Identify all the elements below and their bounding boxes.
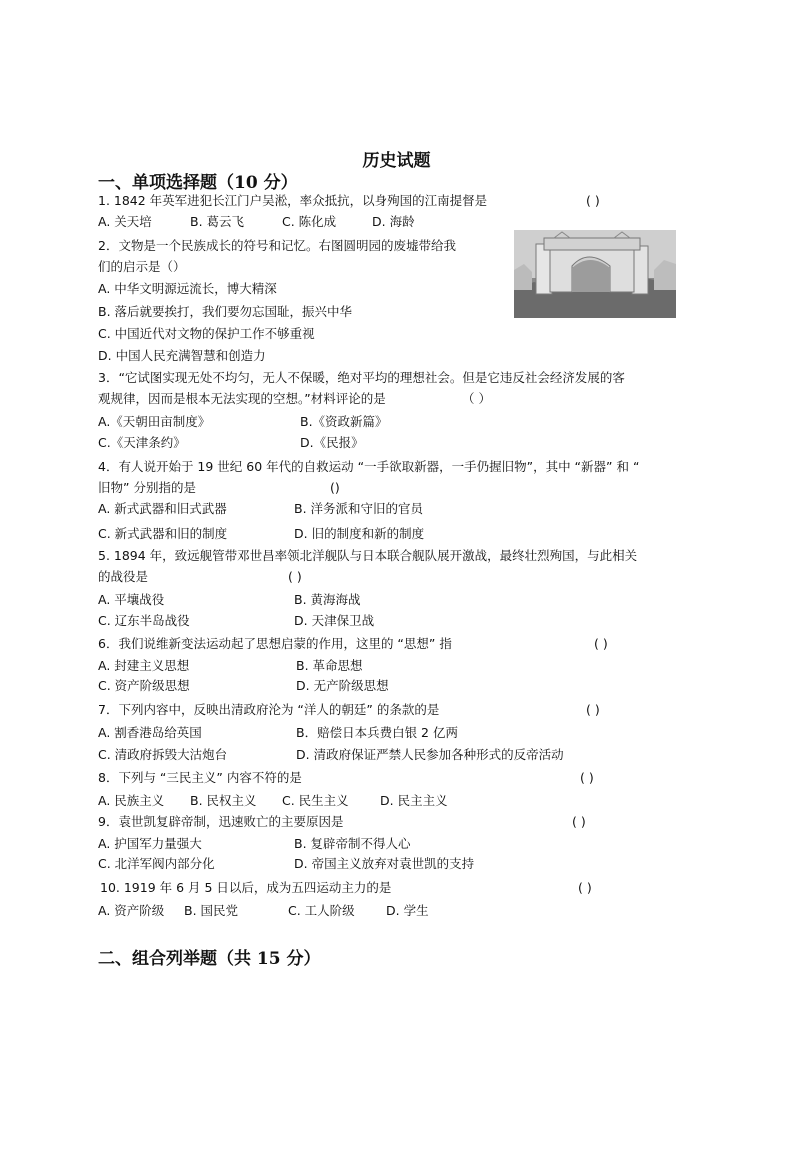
question-3-answer-paren: （ ） — [462, 391, 491, 406]
question-8-answer-paren: ( ) — [580, 770, 594, 785]
question-8-option-a: A. 民族主义 — [98, 793, 165, 808]
question-6-option-b: B. 革命思想 — [296, 658, 363, 673]
question-6-option-a: A. 封建主义思想 — [98, 658, 190, 673]
question-5-option-c: C. 辽东半岛战役 — [98, 613, 190, 628]
question-10-option-c: C. 工人阶级 — [288, 903, 355, 918]
question-10-option-d: D. 学生 — [386, 903, 429, 918]
question-7-option-c: C. 清政府拆毁大沽炮台 — [98, 747, 228, 762]
question-7-answer-paren: ( ) — [586, 702, 600, 717]
question-7-option-d: D. 清政府保证严禁人民参加各种形式的反帝活动 — [296, 747, 564, 762]
question-7-option-b: B．赔偿日本兵费白银 2 亿两 — [296, 725, 458, 740]
question-1-option-d: D. 海龄 — [372, 214, 415, 229]
question-9-option-b: B. 复辟帝制不得人心 — [294, 836, 411, 851]
question-5-option-a: A. 平壤战役 — [98, 592, 165, 607]
question-3-option-d: D.《民报》 — [300, 435, 364, 450]
question-1-stem: 1. 1842 年英军进犯长江门户吴淞，率众抵抗，以身殉国的江南提督是 — [98, 193, 488, 208]
question-9-option-d: D. 帝国主义放弃对袁世凯的支持 — [294, 856, 475, 871]
question-10-option-b: B. 国民党 — [184, 903, 239, 918]
section-heading-1: 一、单项选择题（10 分） — [98, 173, 298, 193]
question-4-answer-paren: () — [330, 480, 340, 495]
question-8-option-b: B. 民权主义 — [190, 793, 257, 808]
question-4-stem-line-1: 4．有人说开始于 19 世纪 60 年代的自救运动 “一手欲取新器，一手仍握旧物”，其中 “新器” 和 “ — [98, 459, 640, 474]
question-5-answer-paren: ( ) — [288, 569, 302, 584]
question-9-stem: 9．袁世凯复辟帝制，迅速败亡的主要原因是 — [98, 814, 344, 829]
question-9-option-c: C. 北洋军阀内部分化 — [98, 856, 215, 871]
question-6-stem: 6．我们说维新变法运动起了思想启蒙的作用，这里的 “思想” 指 — [98, 636, 452, 651]
question-4-option-a: A. 新式武器和旧式武器 — [98, 501, 227, 516]
question-2-option-d: D. 中国人民充满智慧和创造力 — [98, 348, 266, 363]
yuanmingyuan-ruins-photo — [514, 230, 676, 318]
question-3-option-a: A.《天朝田亩制度》 — [98, 414, 211, 429]
question-1-option-c: C. 陈化成 — [282, 214, 337, 229]
question-2-stem-line-1: 2．文物是一个民族成长的符号和记忆。右图圆明园的废墟带给我 — [98, 238, 456, 253]
question-5-stem-line-1: 5. 1894 年，致远舰管带邓世昌率领北洋舰队与日本联合舰队展开激战，最终壮烈殉国，与此相关 — [98, 548, 638, 563]
question-1-answer-paren: ( ) — [586, 193, 600, 208]
question-3-stem-line-2: 观规律，因而是根本无法实现的空想。”材料评论的是 — [98, 391, 386, 406]
page-title: 历史试题 — [362, 151, 431, 171]
section-heading-2: 二、组合列举题（共 15 分） — [98, 949, 321, 969]
question-6-answer-paren: ( ) — [594, 636, 608, 651]
question-10-option-a: A. 资产阶级 — [98, 903, 165, 918]
question-3-option-b: B.《资政新篇》 — [300, 414, 388, 429]
question-5-option-b: B. 黄海海战 — [294, 592, 361, 607]
question-4-stem-line-2: 旧物” 分别指的是 — [98, 480, 196, 495]
question-2-option-b: B. 落后就要挨打，我们要勿忘国耻，振兴中华 — [98, 304, 353, 319]
question-4-option-c: C. 新式武器和旧的制度 — [98, 526, 228, 541]
question-6-option-c: C. 资产阶级思想 — [98, 678, 190, 693]
question-10-answer-paren: ( ) — [578, 880, 592, 895]
question-8-option-c: C. 民生主义 — [282, 793, 349, 808]
question-9-answer-paren: ( ) — [572, 814, 586, 829]
question-7-stem: 7．下列内容中，反映出清政府沦为 “洋人的朝廷” 的条款的是 — [98, 702, 440, 717]
question-2-option-a: A. 中华文明源远流长，博大精深 — [98, 281, 277, 296]
question-8-option-d: D. 民主主义 — [380, 793, 448, 808]
question-3-option-c: C.《天津条约》 — [98, 435, 186, 450]
question-5-option-d: D. 天津保卫战 — [294, 613, 375, 628]
question-5-stem-line-2: 的战役是 — [98, 569, 149, 584]
question-7-option-a: A. 割香港岛给英国 — [98, 725, 202, 740]
question-9-option-a: A. 护国军力量强大 — [98, 836, 202, 851]
question-1-option-b: B. 葛云飞 — [190, 214, 245, 229]
question-1-option-a: A. 关天培 — [98, 214, 152, 229]
question-3-stem-line-1: 3．“它试图实现无处不均匀，无人不保暖，绝对平均的理想社会。但是它违反社会经济发展的客 — [98, 370, 625, 385]
question-2-stem-line-2: 们的启示是（） — [98, 259, 186, 274]
question-4-option-d: D. 旧的制度和新的制度 — [294, 526, 425, 541]
question-10-stem: 10. 1919 年 6 月 5 日以后，成为五四运动主力的是 — [100, 880, 392, 895]
question-2-option-c: C. 中国近代对文物的保护工作不够重视 — [98, 326, 315, 341]
question-6-option-d: D. 无产阶级思想 — [296, 678, 389, 693]
question-8-stem: 8．下列与 “三民主义” 内容不符的是 — [98, 770, 302, 785]
question-4-option-b: B. 洋务派和守旧的官员 — [294, 501, 424, 516]
